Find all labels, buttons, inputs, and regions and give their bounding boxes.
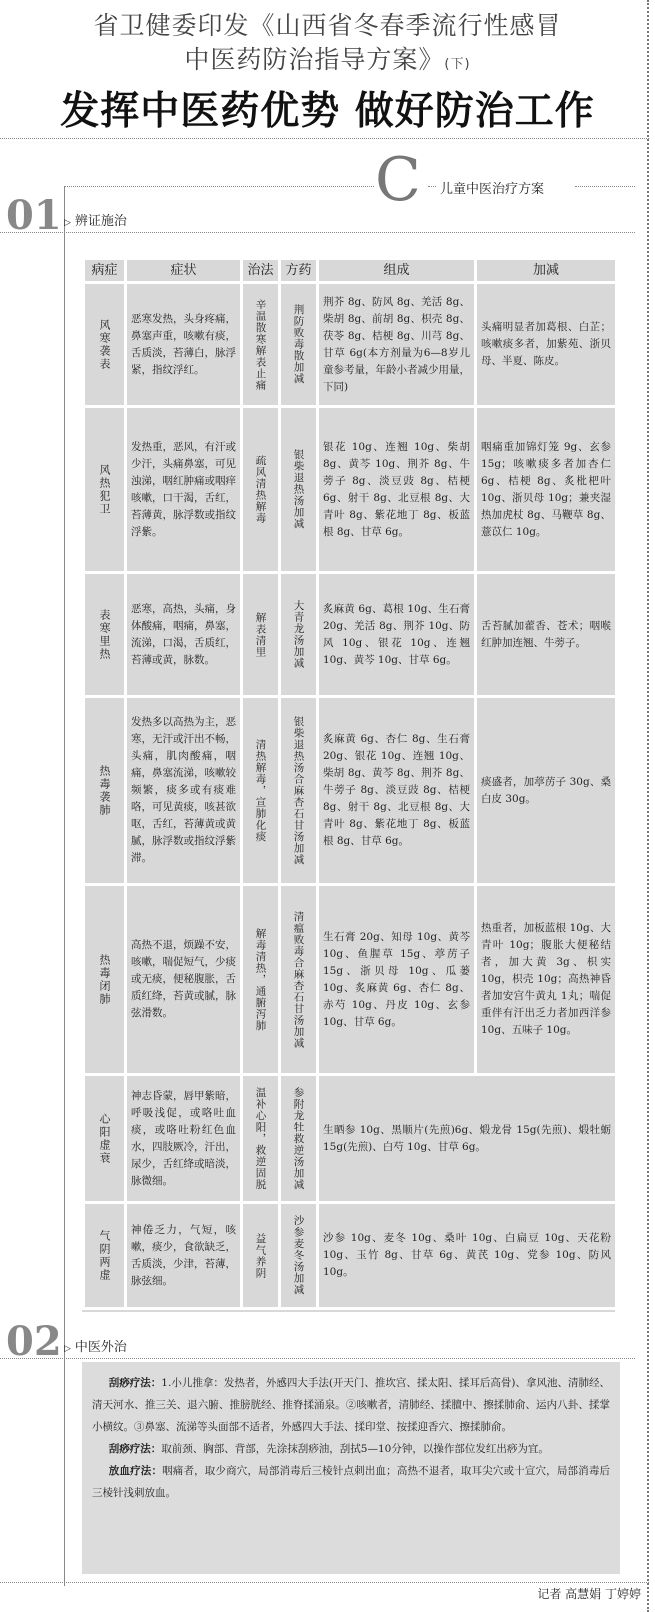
frame-top-line: [64, 186, 374, 187]
divider-top: [0, 138, 649, 139]
subtitle-line-1: 省卫健委印发《山西省冬春季流行性感冒: [93, 11, 562, 40]
table-row: [84, 697, 617, 885]
part-title-rule-left: [428, 186, 436, 187]
section-label-01-text: 辨证施治: [74, 214, 127, 229]
table-header-row: [84, 259, 617, 283]
reporter-byline: 记者 高慧娟 丁婷婷: [537, 1587, 641, 1601]
external-p2-text: 取前颈、胸部、背部，先涂抹刮痧油，刮拭5—10分钟，以操作部位发红出痧为宜。: [161, 1443, 549, 1455]
symptoms-cell: 高热不退，烦躁不安，咳嗽，喘促短气，少痰或无痰，便秘腹胀，舌质红绛，苔黄或腻，脉弦滑数。: [126, 885, 242, 1075]
table-row: [84, 1075, 617, 1203]
header-symptoms: 症状: [126, 259, 242, 283]
subtitle-line-2-text: 中医药防治指导方案》: [184, 45, 445, 74]
method-cell: 辛温散寒解表止痛: [254, 298, 267, 391]
header-formula: 方药: [280, 259, 318, 283]
method-cell: 解表清里: [254, 611, 267, 658]
content-frame-line: [64, 186, 65, 1586]
table-row: [84, 1203, 617, 1309]
composition-cell: 生晒参 10g、黑顺片(先煎)6g、煅龙骨 15g(先煎)、煅牡蛎 15g(先煎)、白芍 10g、甘草 6g。: [318, 1075, 617, 1203]
disease-cell: 心阳虚衰: [98, 1112, 111, 1165]
modification-cell: 头痛明显者加葛根、白芷；咳嗽痰多者，加紫苑、浙贝母、半夏、陈皮。: [476, 283, 617, 407]
method-cell: 益气养阴: [254, 1232, 267, 1279]
composition-cell: 银花 10g、连翘 10g、柴胡 8g、黄芩 10g、荆芥 8g、牛蒡子 8g、淡豆豉 8g、桔梗 6g、射干 8g、北豆根 8g、大青叶 8g、紫花地丁 8g、板蓝根 8g、甘草 6g。: [318, 407, 476, 573]
composition-cell: 荆芥 8g、防风 8g、羌活 8g、柴胡 8g、前胡 8g、枳壳 8g、茯苓 8g、桔梗 8g、川芎 8g、甘草 6g(本方剂量为6—8岁儿童参考量，年龄小者减少用量，下同): [318, 283, 476, 407]
section-label-02: [64, 1336, 127, 1355]
disease-cell: 表寒里热: [98, 608, 111, 661]
part-title: 儿童中医治疗方案: [440, 182, 545, 197]
section-number-02: 02: [6, 1318, 62, 1365]
method-cell: 温补心阳，救逆固脱: [254, 1086, 267, 1191]
header-disease: 病症: [84, 259, 126, 283]
headline: 发挥中医药优势 做好防治工作: [60, 89, 595, 134]
section-label-01: [64, 210, 127, 229]
formula-cell: 清瘟败毒合麻杏石甘汤加减: [292, 910, 305, 1049]
external-p1-text: 1.小儿推拿：发热者，外感四大手法(开天门、推坎宫、揉太阳、揉耳后高骨)、拿风池、清肺经、清天河水、推三关、退六腑、推膀胱经、推脊揉涌泉。②咳嗽者，清肺经、揉膻中、擦揉肺俞、运内八卦、揉掌小横纹。③鼻塞、流涕等头面部不适者，外感四大手法、揉印堂、按揉迎香穴、擦揉肺俞。: [92, 1377, 611, 1433]
disease-cell: 热毒闭肺: [98, 953, 111, 1006]
section-02-rule: [0, 1358, 635, 1359]
table-row: [84, 885, 617, 1075]
triangle-icon: ▷: [64, 218, 71, 228]
header-composition: 组成: [318, 259, 476, 283]
formula-cell: 银柴退热汤合麻杏石甘汤加减: [292, 715, 305, 866]
symptoms-cell: 神倦乏力，气短，咳嗽，痰少，食欲缺乏，舌质淡，少津，苔薄，脉弦细。: [126, 1203, 242, 1309]
disease-cell: 风寒袭表: [98, 318, 111, 371]
formula-cell: 沙参麦冬汤加减: [292, 1215, 305, 1296]
section-number-01: 01: [6, 192, 62, 239]
symptoms-cell: 恶寒，高热，头痛，身体酸痛，咽痛，鼻塞，流涕，口渴，舌质红，苔薄或黄，脉数。: [126, 573, 242, 697]
divider-bottom: [0, 1582, 649, 1583]
external-p1-title: 刮痧疗法：: [108, 1377, 162, 1389]
formula-cell: 银柴退热汤加减: [292, 449, 305, 530]
header-method: 治法: [242, 259, 280, 283]
method-cell: 疏风清热解毒: [254, 455, 267, 524]
subtitle-suffix: (下): [444, 57, 471, 72]
part-title-rule-right: [575, 186, 635, 187]
table-row: [84, 407, 617, 573]
formula-cell: 参附龙牡救逆汤加减: [292, 1086, 305, 1191]
modification-cell: 舌苔腻加藿香、苍术；咽喉红肿加连翘、牛蒡子。: [476, 573, 617, 697]
formula-cell: 大青龙汤加减: [292, 600, 305, 669]
treatment-table-box: [82, 257, 615, 1312]
composition-cell: 沙参 10g、麦冬 10g、桑叶 10g、白扁豆 10g、天花粉 10g、玉竹 8g、甘草 6g、黄芪 10g、党参 10g、防风 10g。: [318, 1203, 617, 1309]
triangle-icon: ▷: [64, 1344, 71, 1354]
formula-cell: 荆防败毒散加减: [292, 304, 305, 385]
treatment-table: [82, 257, 618, 1310]
modification-cell: 痰盛者，加葶苈子 30g、桑白皮 30g。: [476, 697, 617, 885]
modification-cell: 咽痛重加锦灯笼 9g、玄参 15g；咳嗽痰多者加杏仁 6g、桔梗 8g、炙枇杷叶 10g、浙贝母 10g；兼夹湿热加虎杖 8g、马鞭草 8g、薏苡仁 10g。: [476, 407, 617, 573]
method-cell: 解毒清热，通腑泻肺: [254, 927, 267, 1032]
composition-cell: 炙麻黄 6g、杏仁 8g、生石膏 20g、银花 10g、连翘 10g、柴胡 8g、黄芩 8g、荆芥 8g、牛蒡子 8g、淡豆豉 8g、桔梗 8g、射干 8g、北豆根 8g、大青叶 8g、紫花地丁 8g、板蓝根 8g、甘草 6g。: [318, 697, 476, 885]
external-p3-title: 放血疗法：: [108, 1465, 163, 1477]
external-paragraph-2: [92, 1438, 610, 1460]
external-p3-text: 咽痛者，取少商穴，局部消毒后三棱针点刺出血；高热不退者，取耳尖穴或十宣穴，局部消毒后三棱针浅刺放血。: [92, 1465, 611, 1499]
symptoms-cell: 神志昏蒙，唇甲紫暗，呼吸浅促，或咯吐血痰，或咯吐粉红色血水，四肢厥冷，汗出，尿少，舌红绛或暗淡，脉微细。: [126, 1075, 242, 1203]
disease-cell: 热毒袭肺: [98, 764, 111, 817]
external-paragraph-3: [92, 1460, 610, 1504]
composition-cell: 炙麻黄 6g、葛根 10g、生石膏 20g、羌活 8g、荆芥 10g、防风 10g、银花 10g、连翘 10g、黄芩 10g、甘草 6g。: [318, 573, 476, 697]
section-label-02-text: 中医外治: [74, 1340, 127, 1355]
page-border: [647, 0, 649, 1612]
disease-cell: 气阴两虚: [98, 1229, 111, 1282]
method-cell: 清热解毒，宣肺化痰: [254, 738, 267, 843]
composition-cell: 生石膏 20g、知母 10g、黄芩 10g、鱼腥草 15g、葶苈子 15g、浙贝母 10g、瓜蒌 10g、炙麻黄 6g、杏仁 8g、赤芍 10g、丹皮 10g、玄参 10g、甘草 6g。: [318, 885, 476, 1075]
symptoms-cell: 发热重，恶风，有汗或少汗，头痛鼻塞，可见浊涕，咽红肿痛或咽痒咳嗽，口干渴，舌红，苔薄黄，脉浮数或指纹浮紫。: [126, 407, 242, 573]
modification-cell: 热重者，加板蓝根 10g、大青叶 10g；腹胀大便秘结者，加大黄 3g、枳实 10g，枳壳 10g；高热神昏者加安宫牛黄丸 1丸；喘促重伴有汗出乏力者加西洋参 10g、五味子 10g。: [476, 885, 617, 1075]
subtitle-line-2: [0, 40, 655, 76]
external-treatment-box: [82, 1362, 620, 1574]
section-01-rule: [0, 232, 635, 233]
external-p2-title: 刮痧疗法：: [108, 1443, 162, 1455]
symptoms-cell: 发热多以高热为主，恶寒，无汗或汗出不畅，头痛，肌肉酸痛，咽痛，鼻塞流涕，咳嗽较频繁，痰多或有痰难咯，可见黄痰，咳甚欲呕，舌红，苔薄黄或黄腻，脉浮数或指纹浮紫滞。: [126, 697, 242, 885]
header-modification: 加减: [476, 259, 617, 283]
disease-cell: 风热犯卫: [98, 463, 111, 516]
symptoms-cell: 恶寒发热，头身疼痛，鼻塞声重，咳嗽有痰，舌质淡，苔薄白，脉浮紧，指纹浮红。: [126, 283, 242, 407]
external-paragraph-1: [92, 1372, 610, 1438]
table-row: [84, 573, 617, 697]
table-row: [84, 283, 617, 407]
part-letter: C: [375, 145, 421, 215]
